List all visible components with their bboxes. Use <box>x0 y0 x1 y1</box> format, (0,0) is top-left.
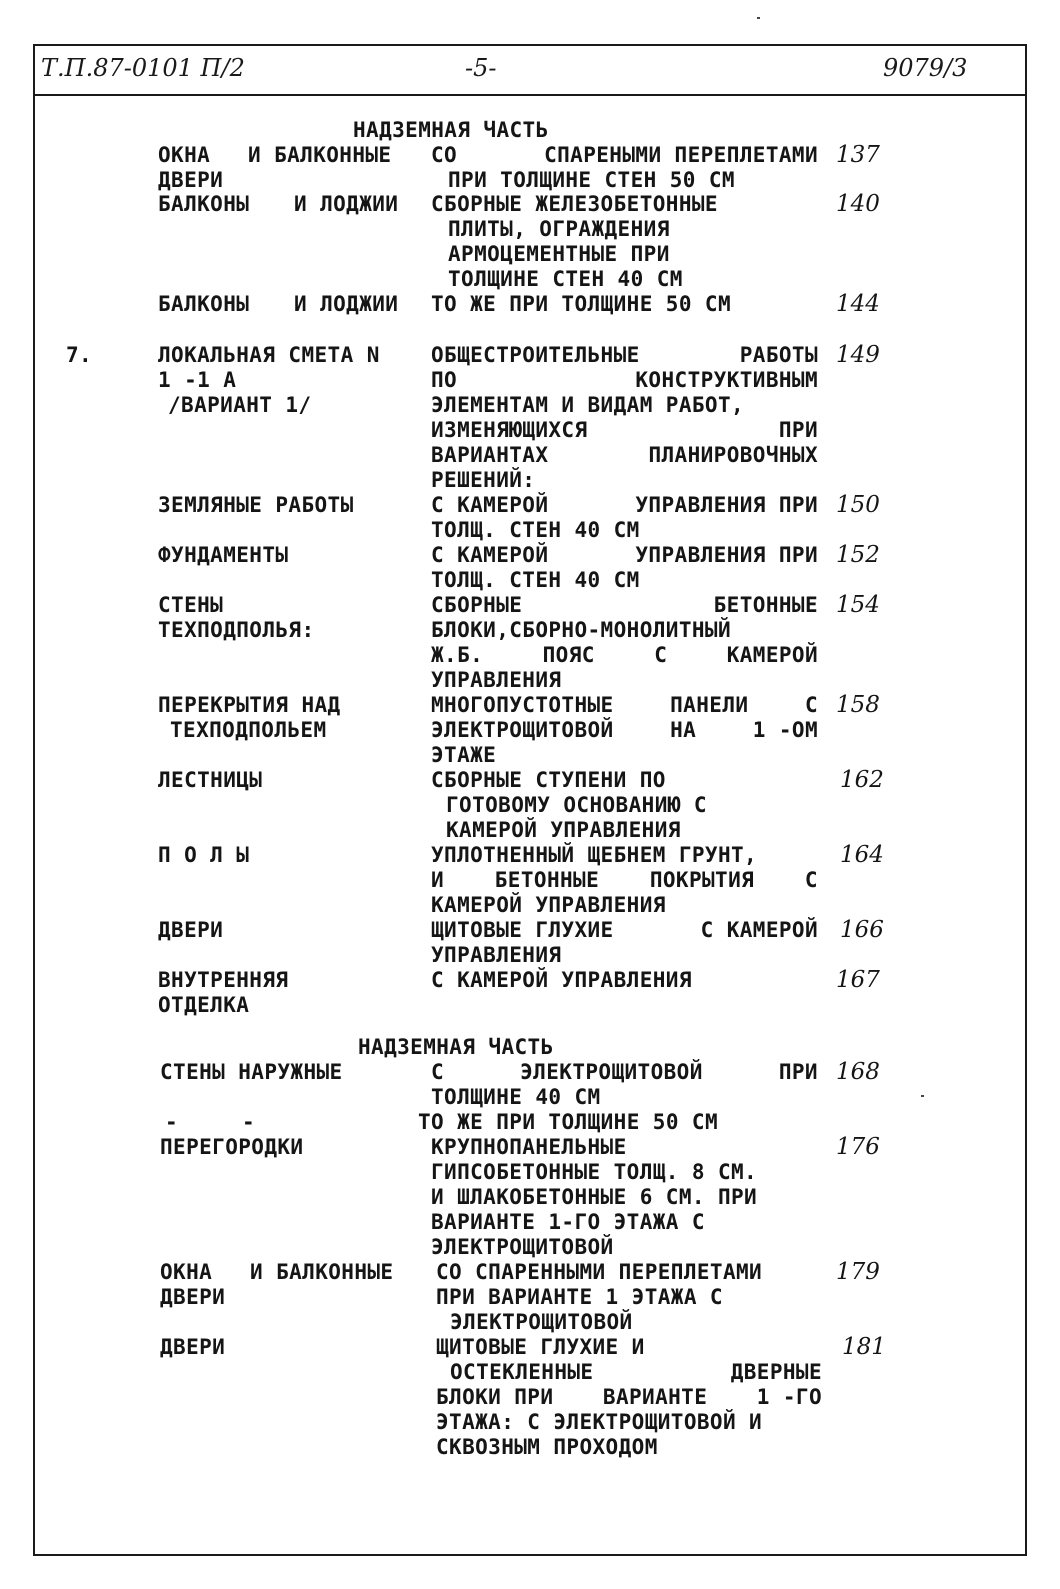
header-rule <box>35 94 1025 96</box>
entry-desc: ЭЛЕКТРОЩИТОВОЙ <box>431 1235 614 1259</box>
entry-desc: ТОЛЩ. СТЕН 40 СМ <box>431 568 640 592</box>
entry-desc: АРМОЦЕМЕНТНЫЕ ПРИ <box>448 242 670 266</box>
entry-name: ДВЕРИ <box>160 1335 226 1359</box>
scan-speck <box>921 1095 924 1097</box>
entry-name: БАЛКОНЫ <box>158 292 250 316</box>
entry-name: ЛОКАЛЬНАЯ СМЕТА N <box>158 343 380 367</box>
entry-desc: СБОРНЫЕ ЖЕЛЕЗОБЕТОННЫЕ <box>431 192 718 216</box>
scan-speck <box>757 17 760 19</box>
entry-desc: ТОЛЩ. СТЕН 40 СМ <box>431 518 640 542</box>
entry-desc: ТО ЖЕ ПРИ ТОЛЩИНЕ 50 СМ <box>431 292 731 316</box>
entry-name: СТЕНЫ НАРУЖНЫЕ <box>160 1060 343 1084</box>
entry-desc: ЭЛЕКТРОЩИТОВОЙ НА 1 -ОМ <box>431 718 818 742</box>
entry-name: ДВЕРИ <box>158 168 224 192</box>
entry-desc: ВАРИАНТАХ ПЛАНИРОВОЧНЫХ <box>431 443 818 467</box>
entry-desc: ЩИТОВЫЕ ГЛУХИЕ С КАМЕРОЙ <box>431 918 818 942</box>
entry-desc: ОБЩЕСТРОИТЕЛЬНЫЕ РАБОТЫ <box>431 343 818 367</box>
entry-desc: ОСТЕКЛЕННЫЕ ДВЕРНЫЕ <box>450 1360 822 1384</box>
entry-name: ТЕХПОДПОЛЬЕМ <box>170 718 327 742</box>
entry-desc: ЭТАЖЕ <box>431 743 497 767</box>
entry-desc: И ШЛАКОБЕТОННЫЕ 6 СМ. ПРИ <box>431 1185 758 1209</box>
page-ref: 154 <box>836 592 880 618</box>
entry-desc: СБОРНЫЕ БЕТОННЫЕ <box>431 593 818 617</box>
entry-desc: ТОЛЩИНЕ 40 СМ <box>431 1085 601 1109</box>
entry-name: ОТДЕЛКА <box>158 993 250 1017</box>
page-ref: 158 <box>836 692 880 718</box>
entry-name: ОКНА <box>160 1260 213 1284</box>
entry-desc: С КАМЕРОЙ УПРАВЛЕНИЯ <box>431 968 692 992</box>
entry-desc: БЛОКИ ПРИ ВАРИАНТЕ 1 -ГО <box>436 1385 822 1409</box>
entry-desc: С ЭЛЕКТРОЩИТОВОЙ ПРИ <box>431 1060 818 1084</box>
page-ref: 167 <box>836 967 880 993</box>
entry-name: ДВЕРИ <box>158 918 224 942</box>
page-ref: 137 <box>836 142 880 168</box>
entry-name: ОКНА <box>158 143 211 167</box>
ditto-mark: - <box>242 1110 256 1134</box>
entry-name: И ЛОДЖИИ <box>294 292 399 316</box>
entry-name: ФУНДАМЕНТЫ <box>158 543 289 567</box>
entry-desc: ИЗМЕНЯЮЩИХСЯ ПРИ <box>431 418 818 442</box>
page-ref: 176 <box>836 1134 880 1160</box>
entry-desc: УПЛОТНЕННЫЙ ЩЕБНЕМ ГРУНТ, <box>431 843 758 867</box>
entry-desc: БЛОКИ,СБОРНО-МОНОЛИТНЫЙ <box>431 618 731 642</box>
entry-desc: СКВОЗНЫМ ПРОХОДОМ <box>436 1435 658 1459</box>
entry-desc: ПРИ ВАРИАНТЕ 1 ЭТАЖА С <box>436 1285 723 1309</box>
page-ref: 181 <box>842 1334 886 1360</box>
entry-desc: С КАМЕРОЙ УПРАВЛЕНИЯ ПРИ <box>431 543 818 567</box>
page-ref: 162 <box>840 767 884 793</box>
entry-desc: УПРАВЛЕНИЯ <box>431 943 562 967</box>
entry-desc: УПРАВЛЕНИЯ <box>431 668 562 692</box>
entry-name: ДВЕРИ <box>160 1285 226 1309</box>
entry-name: ЛЕСТНИЦЫ <box>158 768 263 792</box>
page-ref: 168 <box>836 1059 880 1085</box>
entry-desc: ПРИ ТОЛЩИНЕ СТЕН 50 СМ <box>448 168 735 192</box>
sheet-code: 9079/3 <box>883 54 968 82</box>
page-ref: 150 <box>836 492 880 518</box>
entry-name: /ВАРИАНТ 1/ <box>168 393 312 417</box>
page-ref: 149 <box>836 342 880 368</box>
entry-desc: ПО КОНСТРУКТИВНЫМ <box>431 368 818 392</box>
entry-name: ТЕХПОДПОЛЬЯ: <box>158 618 315 642</box>
entry-desc: ГИПСОБЕТОННЫЕ ТОЛЩ. 8 СМ. <box>431 1160 758 1184</box>
entry-desc: КРУПНОПАНЕЛЬНЫЕ <box>431 1135 627 1159</box>
entry-desc: ЭТАЖА: С ЭЛЕКТРОЩИТОВОЙ И <box>436 1410 763 1434</box>
entry-desc: КАМЕРОЙ УПРАВЛЕНИЯ <box>446 818 681 842</box>
entry-desc: РЕШЕНИЙ: <box>431 468 536 492</box>
section-heading: НАДЗЕМНАЯ ЧАСТЬ <box>353 118 549 142</box>
entry-desc: КАМЕРОЙ УПРАВЛЕНИЯ <box>431 893 666 917</box>
page-ref: 179 <box>836 1259 880 1285</box>
page-ref: 144 <box>836 291 880 317</box>
entry-name: ВНУТРЕННЯЯ <box>158 968 289 992</box>
entry-desc: СБОРНЫЕ СТУПЕНИ ПО <box>431 768 666 792</box>
item-number: 7. <box>66 343 93 367</box>
entry-desc: ТО ЖЕ ПРИ ТОЛЩИНЕ 50 СМ <box>418 1110 718 1134</box>
entry-desc: ТОЛЩИНЕ СТЕН 40 СМ <box>448 267 683 291</box>
entry-desc: ПЛИТЫ, ОГРАЖДЕНИЯ <box>448 217 670 241</box>
entry-name: 1 -1 А <box>158 368 237 392</box>
section-heading: НАДЗЕМНАЯ ЧАСТЬ <box>358 1035 554 1059</box>
entry-desc: МНОГОПУСТОТНЫЕ ПАНЕЛИ С <box>431 693 818 717</box>
page-ref: 164 <box>840 842 884 868</box>
entry-name: ПЕРЕКРЫТИЯ НАД <box>158 693 341 717</box>
entry-desc: СО СПАРЕННЫМИ ПЕРЕПЛЕТАМИ <box>436 1260 763 1284</box>
page-ref: 166 <box>840 917 884 943</box>
entry-desc: ГОТОВОМУ ОСНОВАНИЮ С <box>446 793 707 817</box>
page-ref: 152 <box>836 542 880 568</box>
entry-name: П О Л Ы <box>158 843 250 867</box>
entry-name: ЗЕМЛЯНЫЕ РАБОТЫ <box>158 493 354 517</box>
entry-name: И БАЛКОННЫЕ <box>250 1260 394 1284</box>
entry-desc: ЩИТОВЫЕ ГЛУХИЕ И <box>436 1335 645 1359</box>
entry-desc: ЭЛЕМЕНТАМ И ВИДАМ РАБОТ, <box>431 393 745 417</box>
entry-name: БАЛКОНЫ <box>158 192 250 216</box>
page-ref: 140 <box>836 191 880 217</box>
entry-desc: С КАМЕРОЙ УПРАВЛЕНИЯ ПРИ <box>431 493 818 517</box>
entry-name: И ЛОДЖИИ <box>294 192 399 216</box>
entry-desc: ВАРИАНТЕ 1-ГО ЭТАЖА С <box>431 1210 705 1234</box>
document-code: Т.П.87-0101 П/2 <box>41 54 245 82</box>
entry-desc: И БЕТОННЫЕ ПОКРЫТИЯ С <box>431 868 818 892</box>
entry-name: СТЕНЫ <box>158 593 224 617</box>
entry-desc: СО СПАРЕНЫМИ ПЕРЕПЛЕТАМИ <box>431 143 818 167</box>
ditto-mark: - <box>165 1110 179 1134</box>
entry-name: И БАЛКОННЫЕ <box>248 143 392 167</box>
entry-desc: Ж.Б. ПОЯС С КАМЕРОЙ <box>431 643 818 667</box>
entry-desc: ЭЛЕКТРОЩИТОВОЙ <box>450 1310 633 1334</box>
page-number: -5- <box>465 54 497 82</box>
entry-name: ПЕРЕГОРОДКИ <box>160 1135 304 1159</box>
